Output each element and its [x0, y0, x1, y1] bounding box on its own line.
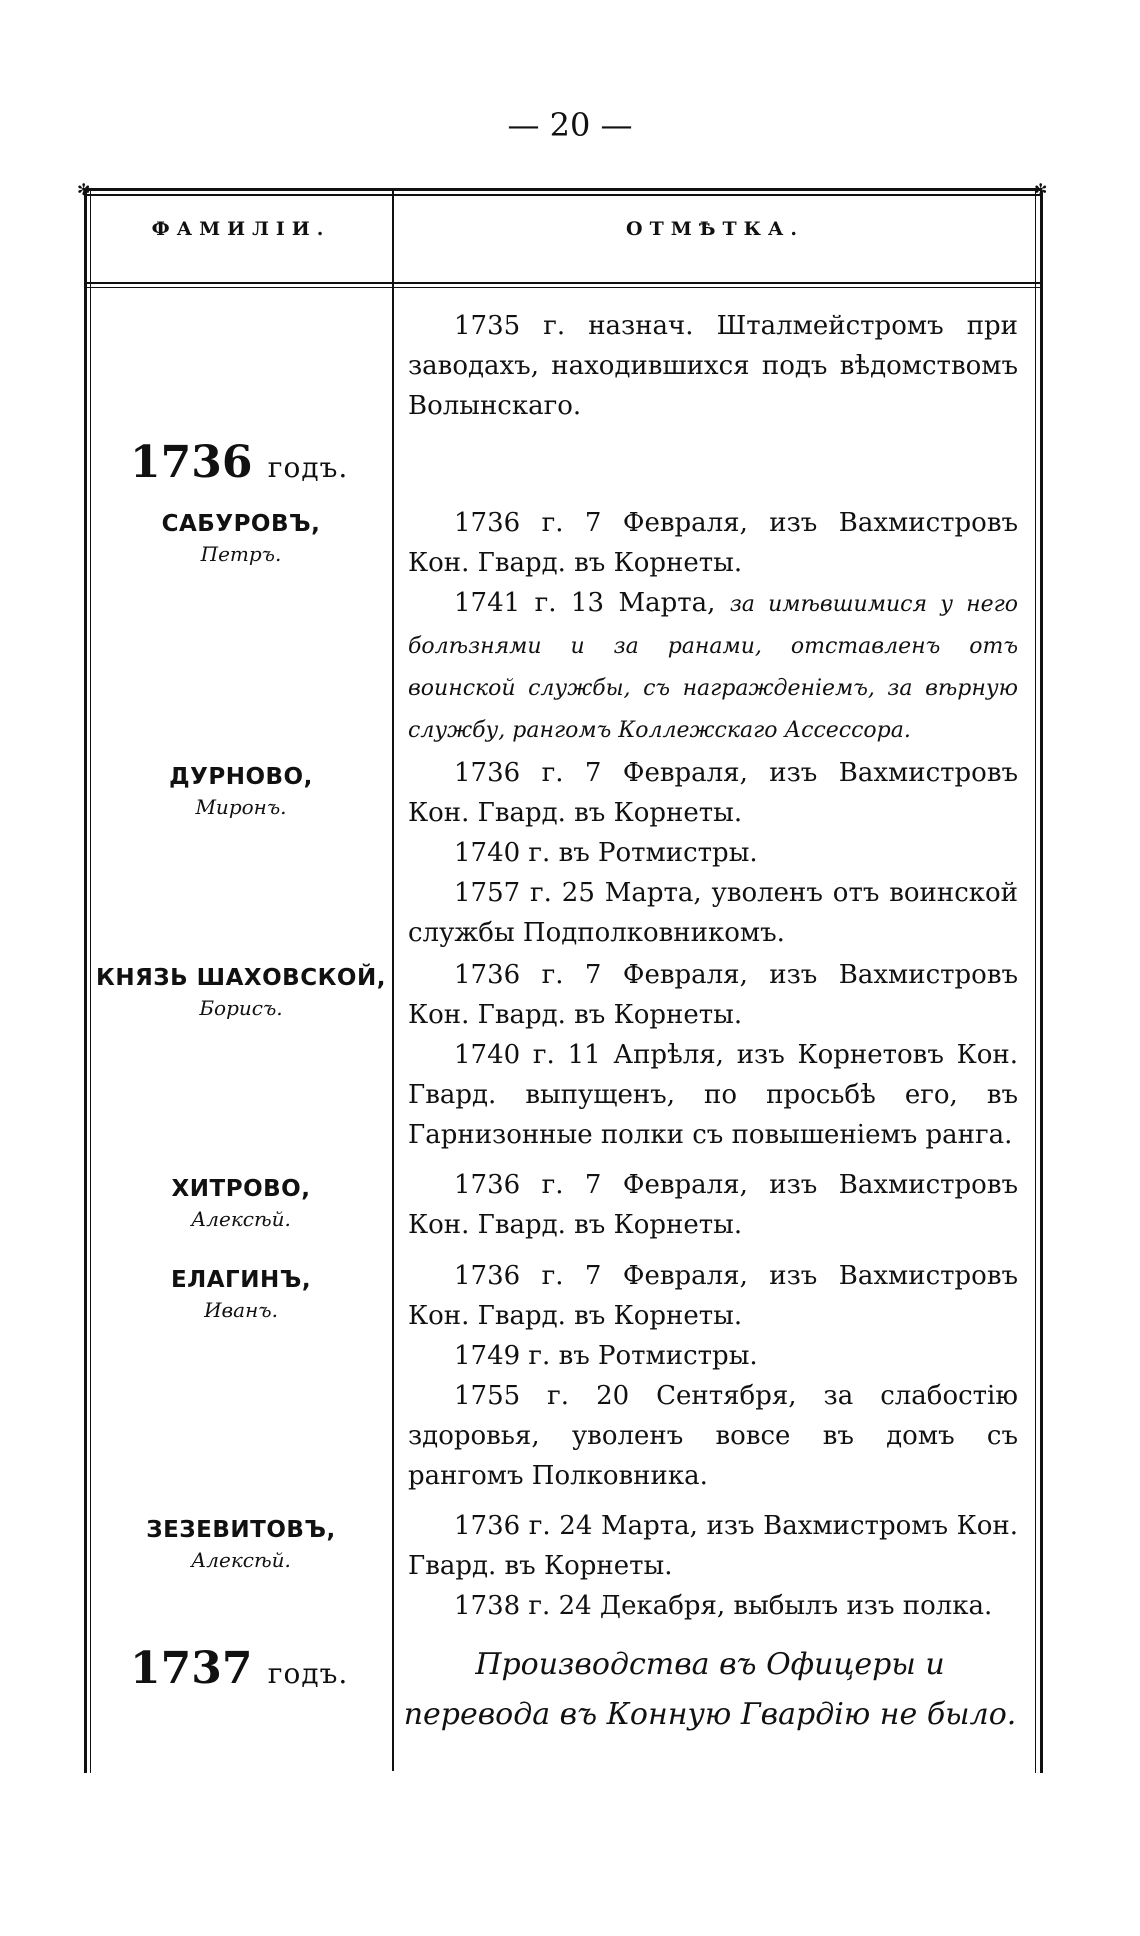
final-note: Производства въ Офицеры и перевода въ Конную Гвардію не было.: [403, 1647, 1017, 1732]
surname: САБУРОВЪ,: [161, 511, 321, 537]
entry-notes: 1736 г. 7 Февраля, изъ Вахмистровъ Кон. Гвард. въ Корнеты. 1740 г. въ Ротмистры. 1757 г. 25 Марта, уволенъ отъ воинской службы Подполковникомъ.: [408, 758, 1018, 948]
year-word: годъ.: [267, 1657, 349, 1690]
year-word: годъ.: [267, 451, 349, 484]
year-number: 1737: [130, 1643, 253, 1694]
entry-name: [96, 763, 386, 823]
given-name: Иванъ.: [204, 1298, 278, 1322]
year-heading-1737: [130, 1644, 348, 1699]
given-name: Алексѣй.: [191, 1548, 291, 1572]
entry-name: [96, 510, 386, 570]
entry-name: [96, 1175, 386, 1235]
given-name: Алексѣй.: [191, 1207, 291, 1231]
year-heading-1736: [130, 438, 348, 493]
entry-notes: 1736 г. 7 Февраля, изъ Вахмистровъ Кон. Гвард. въ Корнеты. 1749 г. въ Ротмистры. 1755 г. 20 Сентября, за слабостію здоровья, уволенъ вовсе въ домъ съ рангомъ Полковника.: [408, 1261, 1018, 1491]
column-header-remarks: ОТМѢТКА.: [626, 218, 804, 240]
entry-name: [96, 1266, 386, 1326]
entry-notes: 1736 г. 7 Февраля, изъ Вахмистровъ Кон. Гвард. въ Корнеты. 1740 г. 11 Апрѣля, изъ Корнетовъ Кон. Гвард. выпущенъ, по просьбѣ его, въ Гарнизонные полки съ повышеніемъ ранга.: [408, 960, 1018, 1150]
entry-name: [96, 964, 386, 1024]
surname: ХИТРОВО,: [171, 1176, 311, 1202]
intro-note: 1735 г. назнач. Шталмейстромъ при заводахъ, находившихся подъ вѣдомствомъ Волынскаго.: [408, 311, 1018, 421]
entry-notes: 1736 г. 7 Февраля, изъ Вахмистровъ Кон. Гвард. въ Корнеты.: [408, 1170, 1018, 1240]
entry-notes: 1736 г. 24 Марта, изъ Вахмистромъ Кон. Гвард. въ Корнеты. 1738 г. 24 Декабря, выбылъ изъ полка.: [408, 1511, 1018, 1621]
surname: ЕЛАГИНЪ,: [170, 1267, 312, 1293]
surname: ЗЕЗЕВИТОВЪ,: [146, 1517, 336, 1543]
given-name: Миронъ.: [195, 795, 287, 819]
page-number: — 20 —: [507, 106, 633, 144]
year-number: 1736: [130, 437, 253, 488]
entry-notes: 1736 г. 7 Февраля, изъ Вахмистровъ Кон. Гвард. въ Корнеты. 1741 г. 13 Марта, за имѣвшимися у него болѣзнями и за ранами, отставленъ отъ воинской службы, съ награжденіемъ, за вѣрную службу, рангомъ Коллежскаго Ассессора.: [408, 508, 1018, 743]
given-name: Борисъ.: [199, 996, 283, 1020]
column-header-names: ФАМИЛІИ.: [151, 218, 331, 240]
surname: ДУРНОВО,: [169, 764, 313, 790]
entry-name: [96, 1516, 386, 1576]
given-name: Петръ.: [200, 542, 282, 566]
surname: КНЯЗЬ ШАХОВСКОЙ,: [96, 965, 386, 991]
